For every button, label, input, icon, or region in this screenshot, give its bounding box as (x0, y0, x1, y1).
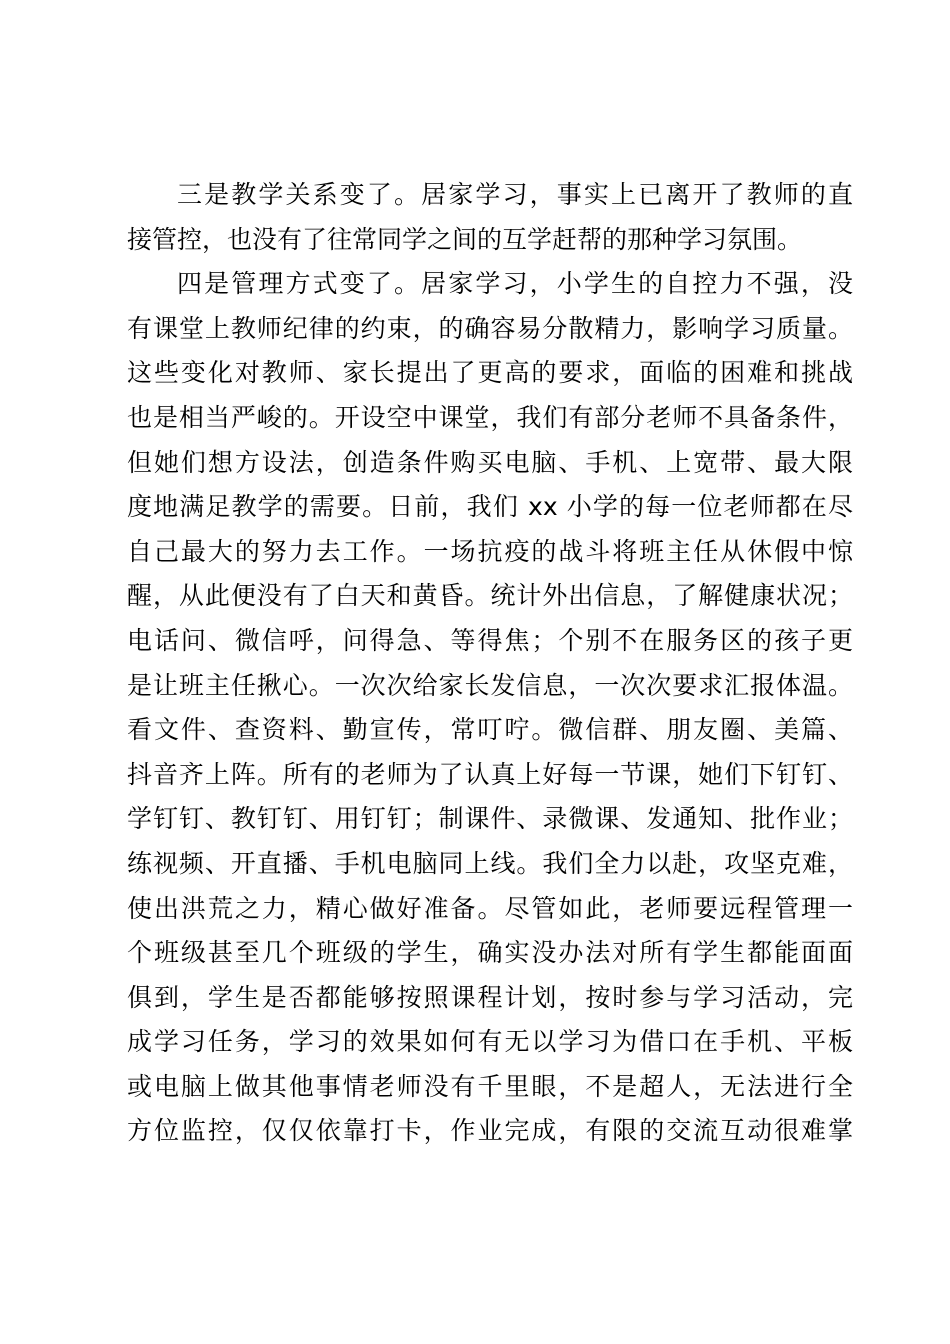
text-line: 成学习任务，学习的效果如何有无以学习为借口在手机、平板 (127, 1027, 853, 1057)
text-line: 个班级甚至几个班级的学生，确实没办法对所有学生都能面面 (127, 938, 853, 968)
text-line: 使出洪荒之力，精心做好准备。尽管如此，老师要远程管理一 (127, 893, 853, 923)
text-line: 四是管理方式变了。居家学习，小学生的自控力不强，没 (177, 269, 853, 299)
body-text (127, 173, 853, 1154)
text-line: 但她们想方设法，创造条件购买电脑、手机、上宽带、最大限 (127, 447, 853, 477)
text-line: 学钉钉、教钉钉、用钉钉；制课件、录微课、发通知、批作业； (127, 804, 853, 834)
text-line: 三是教学关系变了。居家学习，事实上已离开了教师的直 (177, 180, 853, 209)
text-line: 醒，从此便没有了白天和黄昏。统计外出信息，了解健康状况； (127, 581, 853, 611)
text-line: 这些变化对教师、家长提出了更高的要求，面临的困难和挑战 (127, 358, 853, 388)
paragraph-1 (127, 173, 853, 262)
text-line: 也是相当严峻的。开设空中课堂，我们有部分老师不具备条件， (127, 402, 853, 432)
text-line: 电话问、微信呼，问得急、等得焦；个别不在服务区的孩子更 (127, 625, 853, 655)
text-line: 有课堂上教师纪律的约束，的确容易分散精力，影响学习质量。 (127, 313, 853, 343)
paragraph-2 (127, 262, 853, 1154)
text-line: 看文件、查资料、勤宣传，常叮咛。微信群、朋友圈、美篇、 (127, 715, 853, 745)
text-line: 是让班主任揪心。一次次给家长发信息，一次次要求汇报体温。 (127, 670, 853, 700)
text-line: 俱到，学生是否都能够按照课程计划，按时参与学习活动，完 (127, 982, 853, 1012)
text-line: 抖音齐上阵。所有的老师为了认真上好每一节课，她们下钉钉、 (127, 759, 853, 789)
text-line: 自己最大的努力去工作。一场抗疫的战斗将班主任从休假中惊 (127, 536, 853, 566)
text-line: 或电脑上做其他事情老师没有千里眼，不是超人，无法进行全 (127, 1071, 853, 1101)
text-line: 接管控，也没有了往常同学之间的互学赶帮的那种学习氛围。 (127, 224, 803, 254)
text-line: 方位监控，仅仅依靠打卡，作业完成，有限的交流互动很难掌 (127, 1116, 853, 1146)
text-line: 练视频、开直播、手机电脑同上线。我们全力以赴，攻坚克难， (127, 848, 853, 878)
text-line: 度地满足教学的需要。日前，我们 xx 小学的每一位老师都在尽 (127, 492, 853, 522)
